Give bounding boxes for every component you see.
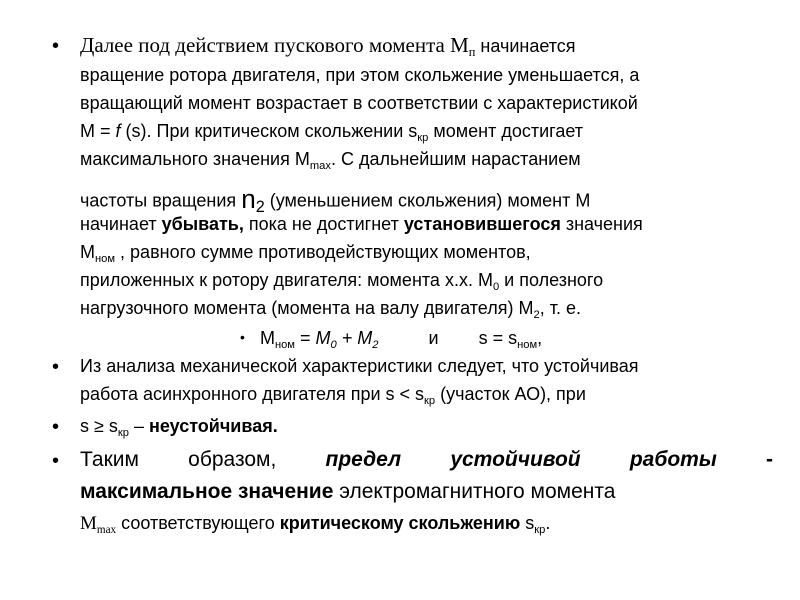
bullet-2: •	[52, 356, 60, 378]
formula-and: и	[428, 328, 439, 348]
p1-line-1: Далее под действием пускового момента Мп начинается	[80, 33, 576, 59]
p1-line-8: Мном , равного сумме противодействующих моментов,	[80, 242, 531, 265]
p1-line-10: нагрузочного момента (момента на валу двигателя) М2, т. е.	[80, 298, 581, 321]
formula-m2: М2	[357, 328, 379, 351]
p4-line-2: максимальное значение электромагнитного момента	[80, 480, 616, 503]
p2-line-2: работа асинхронного двигателя при s < sкр (участок АО), при	[80, 384, 586, 407]
p1-line-5: максимального значения Мmax. С дальнейшим нарастанием	[80, 149, 581, 172]
p1-line-6: частоты вращения n2 (уменьшением скольжения) момент М	[80, 184, 591, 216]
bullet-4: •	[52, 450, 60, 472]
bullet-1: •	[52, 35, 60, 57]
p4-line-1: Таким образом, предел устойчивой работы -	[80, 448, 773, 471]
formula-m0: М0	[315, 328, 337, 351]
p1-line-9: приложенных к ротору двигателя: момента х.х. М0 и полезного	[80, 270, 604, 293]
p1-line-7: начинает убывать, пока не достигнет установившегося значения	[80, 214, 643, 234]
formula-line: • Мном = М0 + М2 и s = sном,	[240, 328, 543, 351]
p1-line-4: М = f (s). При критическом скольжении sкр момент достигает	[80, 121, 583, 144]
formula-bullet: •	[240, 329, 245, 345]
p1-line-3: вращающий момент возрастает в соответствии с характеристикой	[80, 93, 638, 113]
p1-line-2: вращение ротора двигателя, при этом скольжение уменьшается, а	[80, 65, 640, 85]
p2-line-1: Из анализа механической характеристики следует, что устойчивая	[80, 356, 639, 376]
p4-line-3: Мmax соответствующего критическому скольжению sкр.	[80, 513, 551, 536]
formula-s-nom: s = sном,	[478, 328, 543, 351]
paragraph-unstable: s ≥ sкр – неустойчивая.	[80, 416, 278, 439]
bullet-3: •	[52, 416, 60, 438]
formula-m-nom: Мном	[259, 328, 295, 351]
